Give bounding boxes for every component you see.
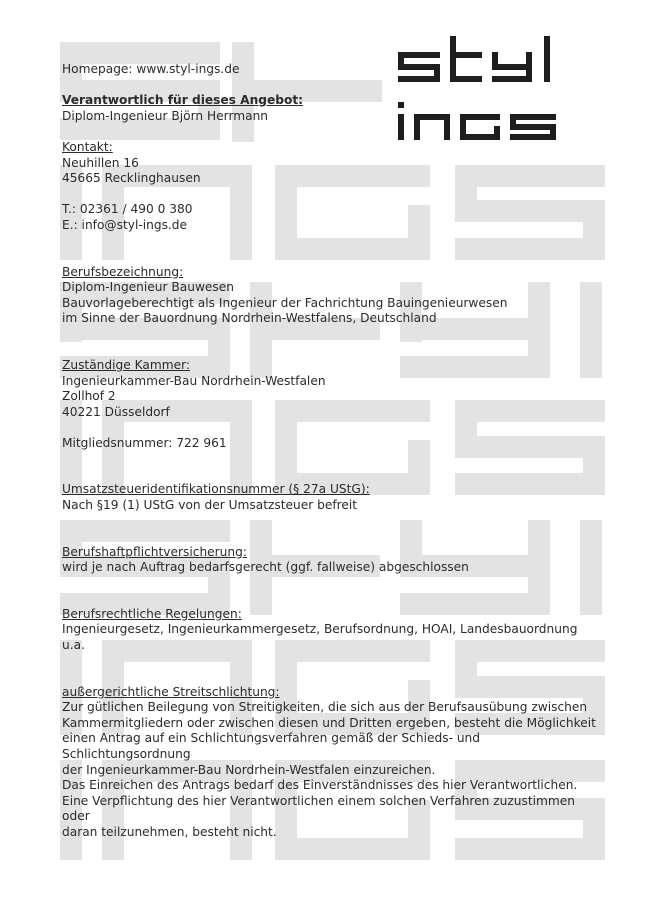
chamber-line: Ingenieurkammer-Bau Nordrhein-Westfalen — [62, 373, 326, 388]
dispute-line: daran teilzunehmen, besteht nicht. — [62, 824, 277, 839]
rules-text: Ingenieurgesetz, Ingenieurkammergesetz, Berufsordnung, HOAI, Landesbauordnung u.a. — [62, 622, 578, 653]
homepage-line: Homepage: www.styl-ings.de — [62, 62, 240, 76]
contact-city: 45665 Recklinghausen — [62, 171, 201, 186]
insurance-heading: Berufshaftpflichtversicherung: — [62, 544, 247, 559]
dispute-line: Kammermitgliedern oder zwischen diesen und Dritten ergeben, besteht die Möglichkeit — [62, 715, 596, 730]
contact-heading: Kontakt: — [62, 139, 113, 154]
dispute-heading: außergerichtliche Streitschlichtung: — [62, 684, 280, 699]
chamber-line: Zollhof 2 — [62, 389, 116, 404]
contact-email: E.: info@styl-ings.de — [62, 217, 188, 232]
imprint-content — [62, 62, 602, 841]
profession-line: Bauvorlageberechtigt als Ingenieur der Fachrichtung Bauingenieurwesen — [62, 295, 508, 310]
profession-heading: Berufsbezeichnung: — [62, 264, 184, 279]
insurance-text: wird je nach Auftrag bedarfsgerecht (ggf. fallweise) abgeschlossen — [62, 560, 469, 575]
dispute-line: der Ingenieurkammer-Bau Nordrhein-Westfalen einzureichen. — [62, 762, 436, 777]
contact-phone: T.: 02361 / 490 0 380 — [62, 202, 193, 217]
dispute-line: einen Antrag auf ein Schlichtungsverfahren gemäß der Schieds- und Schlichtungsordnung — [62, 731, 481, 761]
chamber-heading: Zuständige Kammer: — [62, 357, 191, 372]
contact-street: Neuhillen 16 — [62, 155, 139, 170]
dispute-line: Eine Verpflichtung des hier Verantwortlichen einem solchen Verfahren zuzustimmen oder — [62, 793, 575, 824]
responsible-heading: Verantwortlich für dieses Angebot: — [62, 93, 304, 108]
dispute-line: Zur gütlichen Beilegung von Streitigkeiten, die sich aus der Berufsausübung zwischen — [62, 700, 588, 715]
dispute-line: Das Einreichen des Antrags bedarf des Einverständnisses des hier Verantwortlichen. — [62, 778, 578, 793]
responsible-name: Diplom-Ingenieur Björn Herrmann — [62, 108, 269, 123]
rules-heading: Berufsrechtliche Regelungen: — [62, 606, 242, 621]
chamber-line: 40221 Düsseldorf — [62, 404, 170, 419]
vat-heading: Umsatzsteueridentifikationsnummer (§ 27a UStG): — [62, 482, 370, 497]
profession-line: im Sinne der Bauordnung Nordrhein-Westfalens, Deutschland — [62, 311, 437, 326]
member-number: Mitgliedsnummer: 722 961 — [62, 435, 227, 450]
profession-line: Diplom-Ingenieur Bauwesen — [62, 280, 234, 295]
vat-text: Nach §19 (1) UStG von der Umsatzsteuer befreit — [62, 498, 358, 513]
